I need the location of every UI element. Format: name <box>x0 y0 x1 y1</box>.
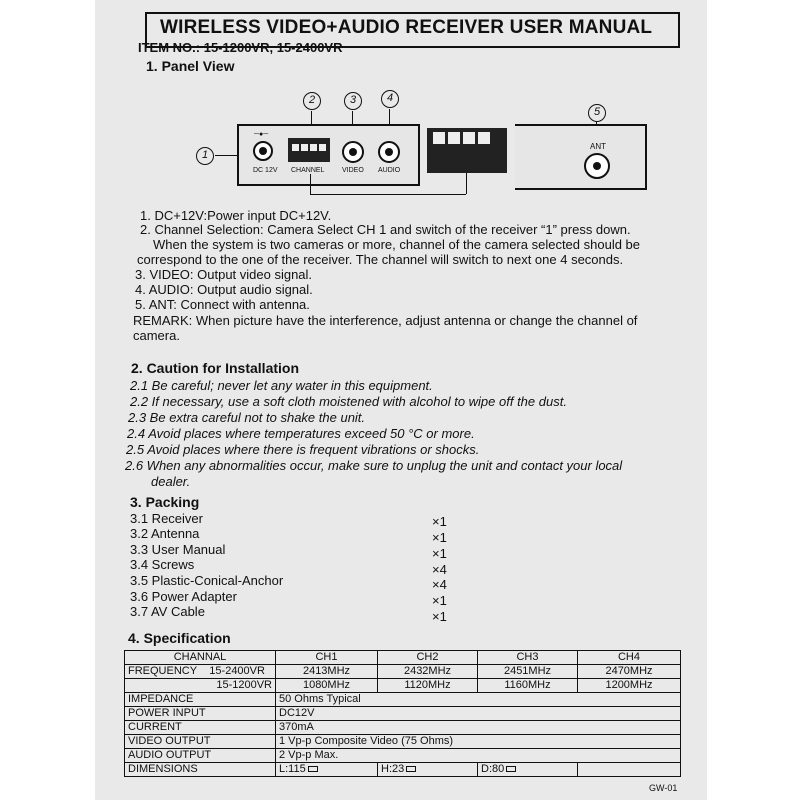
caution-2-2: 2.2 If necessary, use a soft cloth moistened with alcohol to wipe off the dust. <box>130 394 567 409</box>
callout-3: 3 <box>344 92 362 110</box>
section-4-heading: 4. Specification <box>128 630 231 646</box>
packing-item-qty: ×1 <box>432 609 447 624</box>
video-label: VIDEO <box>342 167 364 174</box>
packing-item-name: 3.2 Antenna <box>130 526 200 541</box>
antenna-panel <box>515 124 647 190</box>
packing-item-name: 3.1 Receiver <box>130 511 203 526</box>
item-number: ITEM NO.: 15-1200VR, 15-2400VR <box>138 40 343 55</box>
packing-item-qty: ×1 <box>432 530 447 545</box>
callout-5: 5 <box>588 104 606 122</box>
dc-jack-icon <box>253 141 273 161</box>
section-3-heading: 3. Packing <box>130 494 200 510</box>
dim-empty <box>578 763 681 777</box>
freq-cell: 2432MHz <box>378 665 478 679</box>
spec-value: 2 Vp-p Max. <box>276 749 681 763</box>
antenna-jack-icon <box>584 153 610 179</box>
panel-remark-cont: camera. <box>133 328 180 343</box>
video-jack-icon <box>342 141 364 163</box>
frequency-label: FREQUENCY <box>128 665 198 677</box>
spec-label: IMPEDANCE <box>125 693 276 707</box>
model-1200: 15-1200VR <box>125 679 276 693</box>
spec-label: DIMENSIONS <box>125 763 276 777</box>
dim-length-value: L:115 <box>279 763 306 775</box>
table-row <box>125 651 681 665</box>
channel-dip-switch-icon <box>288 138 330 162</box>
callout-1: 1 <box>196 147 214 165</box>
packing-item-name: 3.3 User Manual <box>130 542 226 557</box>
freq-cell: 1160MHz <box>478 679 578 693</box>
caution-2-6-cont: dealer. <box>151 474 191 489</box>
dc-symbol: ─●─ <box>254 131 269 138</box>
spec-label: CURRENT <box>125 721 276 735</box>
spec-value: 50 Ohms Typical <box>276 693 681 707</box>
panel-remark: REMARK: When picture have the interference, adjust antenna or change the channel of <box>133 313 638 328</box>
panel-item-3: 3. VIDEO: Output video signal. <box>135 267 313 282</box>
freq-cell: 2451MHz <box>478 665 578 679</box>
ch-header: CH4 <box>578 651 681 665</box>
packing-item-qty: ×1 <box>432 593 447 608</box>
packing-item-qty: ×4 <box>432 562 447 577</box>
spec-label: AUDIO OUTPUT <box>125 749 276 763</box>
ch-header: CH1 <box>276 651 378 665</box>
freq-cell: 2470MHz <box>578 665 681 679</box>
section-1-heading: 1. Panel View <box>146 58 235 74</box>
mm-unit-icon <box>308 766 318 772</box>
freq-cell: 1120MHz <box>378 679 478 693</box>
table-row <box>125 749 681 763</box>
audio-jack-icon <box>378 141 400 163</box>
mm-unit-icon <box>406 766 416 772</box>
dc-label: DC 12V <box>253 167 278 174</box>
mm-unit-icon <box>506 766 516 772</box>
packing-item-qty: ×1 <box>432 546 447 561</box>
dim-depth <box>478 763 578 777</box>
dip-switch-detail-icon <box>427 128 507 173</box>
channel-label: CHANNEL <box>291 167 325 174</box>
table-row <box>125 693 681 707</box>
spec-label: VIDEO OUTPUT <box>125 735 276 749</box>
freq-cell: 2413MHz <box>276 665 378 679</box>
caution-2-4: 2.4 Avoid places where temperatures exceed 50 °C or more. <box>127 426 475 441</box>
ch-header: CH2 <box>378 651 478 665</box>
manual-title: WIRELESS VIDEO+AUDIO RECEIVER USER MANUAL <box>160 17 653 38</box>
packing-item-qty: ×1 <box>432 514 447 529</box>
table-row <box>125 707 681 721</box>
callout-2: 2 <box>303 92 321 110</box>
caution-2-5: 2.5 Avoid places where there is frequent vibrations or shocks. <box>126 442 480 457</box>
connector-line-c <box>466 173 467 194</box>
connector-line-a <box>310 174 311 194</box>
footer-code: GW-01 <box>649 783 678 793</box>
spec-value: DC12V <box>276 707 681 721</box>
packing-item-name: 3.7 AV Cable <box>130 604 205 619</box>
caution-2-6: 2.6 When any abnormalities occur, make sure to unplug the unit and contact your local <box>125 458 623 473</box>
packing-item-name: 3.5 Plastic-Conical-Anchor <box>130 573 284 588</box>
callout-4: 4 <box>381 90 399 108</box>
spec-value: 1 Vp-p Composite Video (75 Ohms) <box>276 735 681 749</box>
dim-height-value: H:23 <box>381 763 405 775</box>
panel-item-2-cont-2: correspond to the one of the receiver. The channel will switch to next one 4 seconds. <box>137 252 624 267</box>
panel-item-2-cont-1: When the system is two cameras or more, channel of the camera selected should be <box>153 237 641 252</box>
dim-length <box>276 763 378 777</box>
frequency-label-cell <box>125 665 276 679</box>
table-row <box>125 763 681 777</box>
ch-header: CH3 <box>478 651 578 665</box>
connector-line-b <box>310 194 466 195</box>
ant-label: ANT <box>590 142 606 151</box>
table-row <box>125 665 681 679</box>
panel-item-4: 4. AUDIO: Output audio signal. <box>135 282 313 297</box>
table-row <box>125 735 681 749</box>
packing-item-name: 3.4 Screws <box>130 557 195 572</box>
freq-cell: 1080MHz <box>276 679 378 693</box>
section-2-heading: 2. Caution for Installation <box>131 360 300 376</box>
caution-2-3: 2.3 Be extra careful not to shake the unit. <box>128 410 366 425</box>
spec-label: POWER INPUT <box>125 707 276 721</box>
dim-depth-value: D:80 <box>481 763 505 775</box>
dim-height <box>378 763 478 777</box>
channel-header: CHANNAL <box>125 651 276 665</box>
panel-item-5: 5. ANT: Connect with antenna. <box>135 297 310 312</box>
packing-item-qty: ×4 <box>432 577 447 592</box>
table-row <box>125 679 681 693</box>
freq-cell: 1200MHz <box>578 679 681 693</box>
table-row <box>125 721 681 735</box>
panel-item-1: 1. DC+12V:Power input DC+12V. <box>140 208 332 223</box>
model-2400: 15-2400VR <box>209 665 265 677</box>
packing-item-name: 3.6 Power Adapter <box>130 589 237 604</box>
panel-item-2: 2. Channel Selection: Camera Select CH 1 and switch of the receiver “1” press down. <box>140 222 631 237</box>
spec-value: 370mA <box>276 721 681 735</box>
caution-2-1: 2.1 Be careful; never let any water in this equipment. <box>130 378 433 393</box>
specification-table <box>124 650 681 777</box>
audio-label: AUDIO <box>378 167 401 174</box>
